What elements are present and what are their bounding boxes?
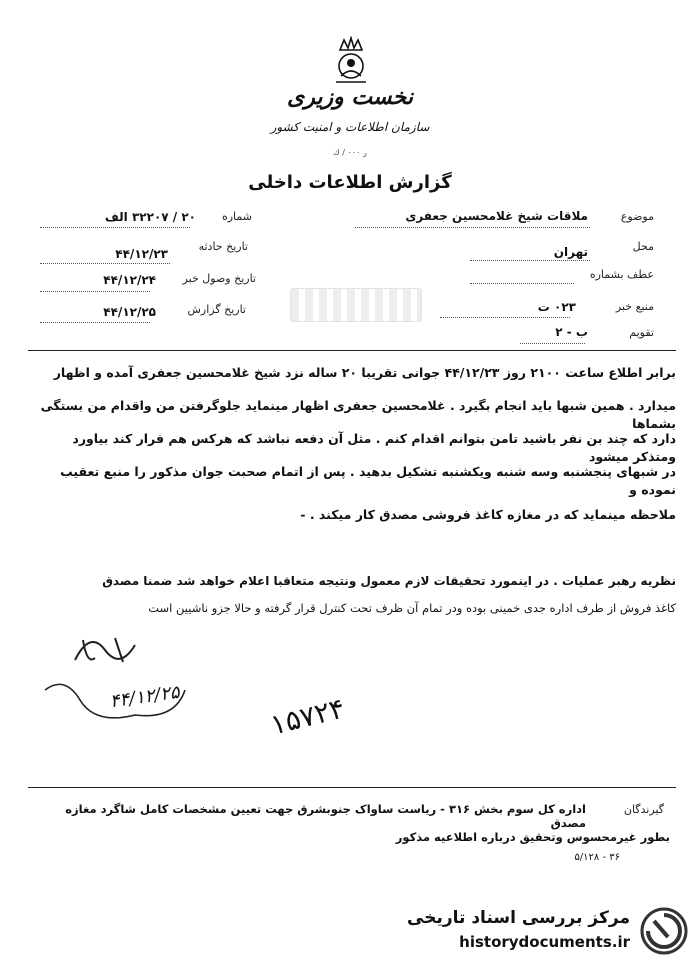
report-body-line: دارد که چند بن نفر باشید تامن بتوانم اقدام کنم . مثل آن دفعه نباشد که هرکس هم فرار کند بیاورد ومتذکر میشود [72,431,676,464]
report-body-line: میدارد . همین شبها باید انجام بگیرد . غلامحسین جعفری اظهار مینماید جلوگرفتن من واقدام من بستگی بشماها [40,398,676,431]
handwritten-file-number: ۱۵۷۲۴ [267,691,349,742]
report-title: گزارش اطلاعات داخلی [248,172,452,193]
report-date-label: تاریخ گزارش [187,303,246,316]
handler-opinion-line: نظریه رهبر عملیات . در اینمورد تحقیقات لازم معمول ونتیجه متعاقبا اعلام خواهد شد ضمنا مصدق [102,574,676,588]
subject-value: ملاقات شیخ غلامحسین جعفری [405,209,588,223]
footer-divider [28,787,676,788]
history-documents-logo-icon [640,907,688,955]
evaluation-value: ب - ۲ [555,325,588,339]
report-date-value: ۴۴/۱۲/۲۵ [103,305,156,319]
place-value: تهران [553,245,588,259]
number-dotted-line [40,226,190,228]
organization-name: سازمان اطلاعات و امنیت کشور [270,120,430,134]
office-name: نخست وزیری [287,84,413,110]
source-label: منبع خبر [615,300,654,313]
event-date-dotted-line [40,262,170,264]
report-body-line: در شبهای پنجشنبه وسه شنبه ویکشنبه تشکیل بدهید . پس از اتمام صحبت جوان مذکور را منبع تعقیب نموده و [60,464,676,497]
place-dotted-line [470,259,590,261]
watermark-title: مرکز بررسی اسناد تاریخی [407,908,630,928]
event-date-label: تاریخ حادثه [198,240,248,253]
recipients-line: بطور غیرمحسوس وتحقیق درباره اطلاعیه مذکور [395,830,670,844]
recipients-line: اداره کل سوم بخش ۳۱۶ - ریاست ساواک جنوبشرق جهت تعیین مشخصات کامل شاگرد مغازه مصدق [65,802,586,830]
recipients-label: گیرندگان [623,803,664,816]
handwritten-date: ۴۴/۱۲/۲۵ [108,681,181,713]
report-date-dotted-line [40,321,150,323]
handler-opinion-line: کاغذ فروش از طرف اداره جدی خمینی بوده ودر تمام آن ظرف تحت کنترل قرار گرفته و حالا جزو ناشیین است [148,601,676,615]
number-label: شماره [221,210,252,223]
recipients-code: ۵/۱۲۸ - ۳۶ [574,852,620,863]
reference-label: عطف بشماره [589,268,654,281]
source-dotted-line [440,316,570,318]
place-label: محل [632,240,654,253]
sub-code: ر ۰۰۰ / ك [333,148,367,157]
event-date-value: ۴۴/۱۲/۲۳ [115,247,168,261]
lion-and-sun-emblem-icon [326,36,376,84]
handwritten-signature-icon [35,620,200,730]
evaluation-label: تقویم [629,326,654,339]
received-date-value: ۴۴/۱۲/۲۴ [103,273,156,287]
received-date-label: تاریخ وصول خبر [182,272,256,285]
report-body-line: ملاحظه مینماید که در مغازه کاغذ فروشی مصدق کار میکند . - [300,507,676,522]
header-divider [28,350,676,351]
source-value: ۰۲۳ ت [537,300,576,314]
watermark-url: historydocuments.ir [459,933,630,951]
received-date-dotted-line [40,290,150,292]
reference-dotted-line [470,282,574,284]
report-body-line: برابر اطلاع ساعت ۲۱۰۰ روز ۴۴/۱۲/۲۳ جوانی تقریبا ۲۰ ساله نزد شیخ غلامحسین جعفری آمده و اظهار [53,365,676,380]
subject-dotted-line [355,226,590,228]
number-value: ۲۰ / ۳۲۲۰۷ الف [104,210,196,224]
faded-stamp [290,288,422,322]
subject-label: موضوع [620,210,654,223]
evaluation-dotted-line [520,342,585,344]
